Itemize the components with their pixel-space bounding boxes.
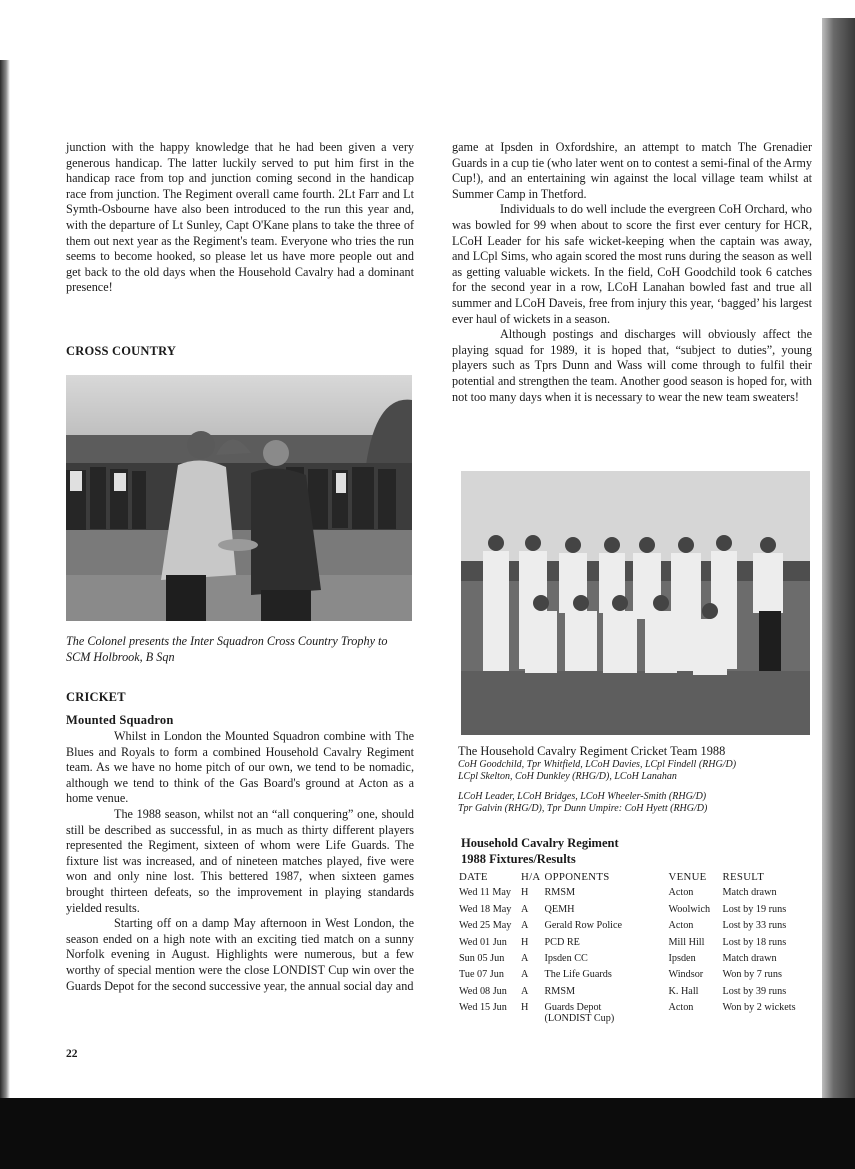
team-caption-line: Tpr Galvin (RHG/D), Tpr Dunn Umpire: CoH Hyett (RHG/D)	[458, 803, 708, 814]
mounted-squadron-subheading: Mounted Squadron	[66, 713, 174, 727]
cell: Won by 2 wickets	[722, 1002, 796, 1014]
fixtures-title-line: 1988 Fixtures/Results	[461, 851, 576, 866]
cricket-paragraph: Whilst in London the Mounted Squadron combine with The Blues and Royals to form a combined Household Cavalry Regiment team. As we have no home pitch of our own, we tend to be nomadic, although we tend to think of the Gas Board's ground at Acton as a home venue.	[66, 729, 414, 806]
cell: Lost by 33 runs	[722, 920, 787, 932]
table-row	[457, 904, 798, 920]
fixtures-title-line: Household Cavalry Regiment	[461, 836, 619, 850]
team-caption-line: CoH Goodchild, Tpr Whitfield, LCoH Davies, LCpl Findell (RHG/D)	[458, 759, 737, 770]
cross-country-heading: CROSS COUNTRY	[66, 344, 177, 358]
cell: Wed 08 Jun	[459, 985, 507, 997]
cricket-heading: CRICKET	[66, 690, 126, 704]
fixtures-title	[461, 836, 619, 867]
table-row	[457, 969, 798, 985]
opponent-note: (LONDIST Cup)	[544, 1013, 615, 1025]
cell: Wed 18 May	[459, 903, 512, 915]
cell: Windsor	[668, 969, 704, 981]
fixtures-header-row	[457, 871, 798, 887]
cell: Ipsden CC	[544, 952, 588, 964]
cell: PCD RE	[544, 936, 580, 948]
cell: Lost by 39 runs	[722, 985, 787, 997]
cell: Sun 05 Jun	[459, 952, 505, 964]
col-header-ha: H/A	[521, 871, 541, 883]
right-paragraph: game at Ipsden in Oxfordshire, an attempt to match The Grenadier Guards in a cup tie (who later went on to contest a semi-final of the Army Cup!), and an entertaining win against the local village team whilst at Summer Camp in Thetford.	[452, 140, 812, 201]
cell: Woolwich	[668, 903, 711, 915]
cell: QEMH	[544, 903, 575, 915]
cricket-text	[66, 729, 414, 994]
table-row	[457, 937, 798, 953]
cross-country-caption: The Colonel presents the Inter Squadron Cross Country Trophy to SCM Holbrook, B Sqn	[66, 634, 388, 664]
table-row	[457, 1002, 798, 1024]
left-column-intro	[66, 140, 414, 296]
scan-shadow-right	[822, 18, 855, 1108]
cell: Tue 07 Jun	[459, 969, 504, 981]
cell: Match drawn	[722, 887, 777, 899]
fixtures-table	[457, 871, 798, 1024]
cell: Acton	[668, 887, 694, 899]
cell: Acton	[668, 1002, 694, 1014]
col-header-venue: VENUE	[668, 871, 707, 883]
intro-paragraph: junction with the happy knowledge that he had been given a very generous handicap. The latter luckily served to put him first in the handicap race from top and junction coming second in the handicap race from junction. The Regiment overall came fourth. 2Lt Farr and Lt Symth-Osbourne have also been introduced to the run this year and, with the departure of Lt Sunley, Capt O'Kane plans to take the three of them out next year as the Regiment's team. Everyone who tries the run seems to become hooked, so please let us have more people out and get back to the old days when the Household Cavalry had a dominant presence!	[66, 140, 414, 295]
right-paragraph: Although postings and discharges will obviously affect the playing squad for 1989, it is hoped that, “subject to duties”, young players such as Tprs Dunn and Wass will come through to fulfil their potential and strengthen the team. Another good season is hoped for, with not too many days when it is necessary to wear the new team sweaters!	[452, 327, 812, 404]
table-row	[457, 887, 798, 903]
cell: Won by 7 runs	[722, 969, 782, 981]
cell: Wed 15 Jun	[459, 1002, 507, 1014]
team-caption	[458, 744, 818, 815]
cricket-team-photo	[461, 471, 810, 735]
team-caption-line: LCpl Skelton, CoH Dunkley (RHG/D), LCoH Lanahan	[458, 771, 677, 782]
cell: A	[521, 903, 529, 915]
col-header-date: DATE	[459, 871, 488, 883]
cell: Match drawn	[722, 952, 777, 964]
team-caption-title: The Household Cavalry Regiment Cricket Team 1988	[458, 744, 726, 758]
cell: Gerald Row Police	[544, 920, 623, 932]
cell: Mill Hill	[668, 936, 705, 948]
cricket-paragraph: Starting off on a damp May afternoon in West London, the season ended on a high note with an exciting tied match on a sunny Norfolk evening in August. Highlights were numerous, but a few worthy of special mention were the close LONDIST Cup win over the Guards Depot for the second successive year, the annual social day and	[66, 916, 414, 993]
page-number: 22	[66, 1048, 78, 1060]
cell: Lost by 18 runs	[722, 936, 787, 948]
cell	[543, 1002, 667, 1024]
cell: The Life Guards	[544, 969, 612, 981]
opponent-name: Guards Depot	[544, 1002, 602, 1014]
table-row	[457, 986, 798, 1002]
cross-country-photo	[66, 375, 412, 621]
cell: H	[521, 936, 529, 948]
table-row	[457, 953, 798, 969]
cell: RMSM	[544, 887, 576, 899]
cricket-paragraph: The 1988 season, whilst not an “all conquering” one, should still be described as successful, in as much as thirty different players represented the Regiment, sixteen of whom were Life Guards. The fixture list was increased, and of nineteen matches played, five were won and only nine lost. This bettered 1987, when sixteen games brought thirteen defeats, so the improvement in playing standards yielded results.	[66, 806, 414, 915]
col-header-result: RESULT	[722, 871, 765, 883]
cell: K. Hall	[668, 985, 699, 997]
col-header-opponents: OPPONENTS	[544, 871, 610, 883]
cell: RMSM	[544, 985, 576, 997]
right-column-text	[452, 140, 812, 405]
cell: A	[521, 969, 529, 981]
cell: H	[521, 1002, 529, 1014]
cell: Ipsden	[668, 952, 696, 964]
cell: Lost by 19 runs	[722, 903, 787, 915]
cell: Wed 01 Jun	[459, 936, 507, 948]
cell: Wed 25 May	[459, 920, 512, 932]
cell: A	[521, 952, 529, 964]
team-caption-line: LCoH Leader, LCoH Bridges, LCoH Wheeler-Smith (RHG/D)	[458, 791, 707, 802]
cell: A	[521, 920, 529, 932]
scan-dark-band	[0, 1098, 855, 1169]
scan-shadow-left	[0, 60, 10, 1110]
table-row	[457, 920, 798, 936]
cell: Acton	[668, 920, 694, 932]
cell: A	[521, 985, 529, 997]
cell: H	[521, 887, 529, 899]
right-paragraph: Individuals to do well include the evergreen CoH Orchard, who was bowled for 99 when about to score the first ever century for HCR, LCoH Leader for his safe wicket-keeping when the captain was away, and LCpl Sims, who again scored the most runs during the season as well as getting valuable wickets. In the field, CoH Goodchild took 6 catches for the second year in a row, LCoH Lanahan bowled fast and true all summer and LCoH Daveis, free from injury this year, ‘bagged’ his largest ever haul of wickets in a season.	[452, 202, 812, 326]
cell: Wed 11 May	[459, 887, 511, 899]
